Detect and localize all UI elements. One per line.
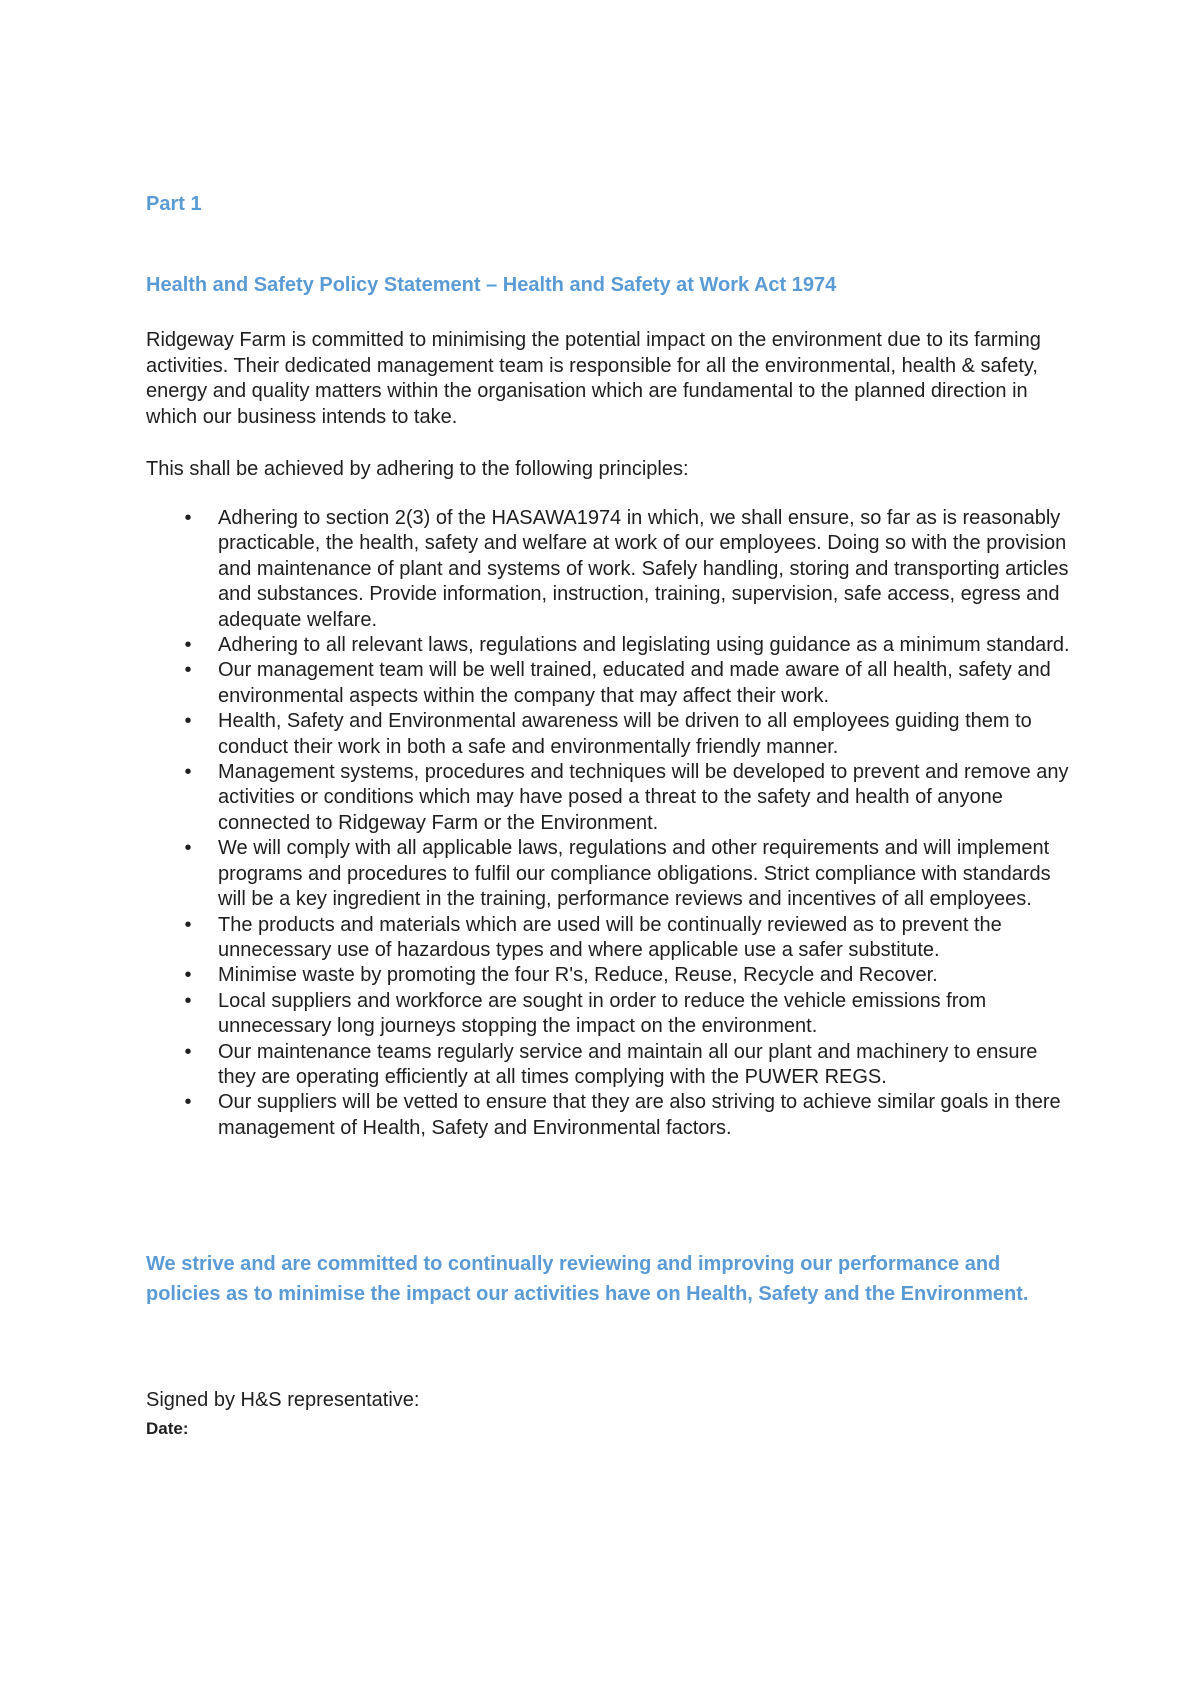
bullet-icon: • [184,507,192,529]
principle-item [146,658,1078,709]
principle-item [146,633,1078,658]
bullet-icon: • [184,761,192,784]
principle-text: We will comply with all applicable laws, regulations and other requirements and will implement programs and procedures to fulfil our compliance obligations. Strict compliance with standards will be a key ingredient in the training, performance reviews and incentives of all employees. [218,837,1051,911]
principles-list [146,506,1086,1141]
date-label: Date: [146,1419,189,1438]
principles-lead-in: This shall be achieved by adhering to the following principles: [146,458,689,480]
principle-text: Our maintenance teams regularly service and maintain all our plant and machinery to ensure they are operating efficiently at all times complying with the PUWER REGS. [218,1040,1038,1088]
commitment-statement: We strive and are committed to continually reviewing and improving our performance and policies as to minimise the impact our activities have on Health, Safety and the Environment. [146,1253,1029,1305]
principle-text: Local suppliers and workforce are sought in order to reduce the vehicle emissions from unnecessary long journeys stopping the impact on the environment. [218,989,987,1038]
principle-text: The products and materials which are used will be continually reviewed as to prevent the unnecessary use of hazardous types and where applicable use a safer substitute. [218,913,1002,961]
intro-paragraph: Ridgeway Farm is committed to minimising the potential impact on the environment due to its farming activities. Their dedicated management team is responsible for all the environmental, health & safety, energy and quality matters within the organisation which are fundamental to the planned direction in which our business intends to take. [146,329,1041,428]
bullet-icon: • [184,837,192,860]
policy-title: Health and Safety Policy Statement – Health and Safety at Work Act 1974 [146,274,837,296]
bullet-icon: • [184,659,192,682]
principle-item [146,989,1078,1040]
bullet-icon: • [184,710,192,733]
principle-text: Adhering to all relevant laws, regulations and legislating using guidance as a minimum standard. [218,634,1070,657]
principle-item [146,1040,1078,1091]
bullet-icon: • [184,989,192,1012]
bullet-icon: • [184,1091,192,1114]
bullet-icon: • [184,1040,192,1063]
principle-text: Minimise waste by promoting the four R's, Reduce, Reuse, Recycle and Recover. [218,964,938,987]
principle-item [146,963,1078,988]
bullet-icon: • [184,964,192,987]
principle-item [146,1090,1078,1141]
principle-item [146,760,1078,836]
principle-text: Health, Safety and Environmental awareness will be driven to all employees guiding them to conduct their work in both a safe and environmentally friendly manner. [218,710,1032,758]
principle-text: Our management team will be well trained, educated and made aware of all health, safety and environmental aspects within the company that may affect their work. [218,659,1051,707]
bullet-icon: • [184,634,192,657]
bullet-icon: • [184,913,192,936]
signature-label: Signed by H&S representative: [146,1389,420,1411]
principle-text: Management systems, procedures and techniques will be developed to prevent and remove any activities or conditions which may have posed a threat to the safety and health of anyone connected to Ridgeway Farm or the Environment. [218,761,1069,834]
principle-item [146,913,1078,964]
principle-text: Adhering to section 2(3) of the HASAWA1974 in which, we shall ensure, so far as is reasonably practicable, the health, safety and welfare at work of our employees. Doing so with the provision and maintenance of plant and systems of work. Safely handling, storing and transporting articles and substances. Provide information, instruction, training, supervision, safe access, egress and adequate welfare. [218,507,1069,631]
principle-item [146,709,1078,760]
principle-text: Our suppliers will be vetted to ensure that they are also striving to achieve similar goals in there management of Health, Safety and Environmental factors. [218,1091,1061,1139]
part-heading: Part 1 [146,193,202,215]
principle-item [146,836,1078,912]
principle-item [146,506,1078,633]
